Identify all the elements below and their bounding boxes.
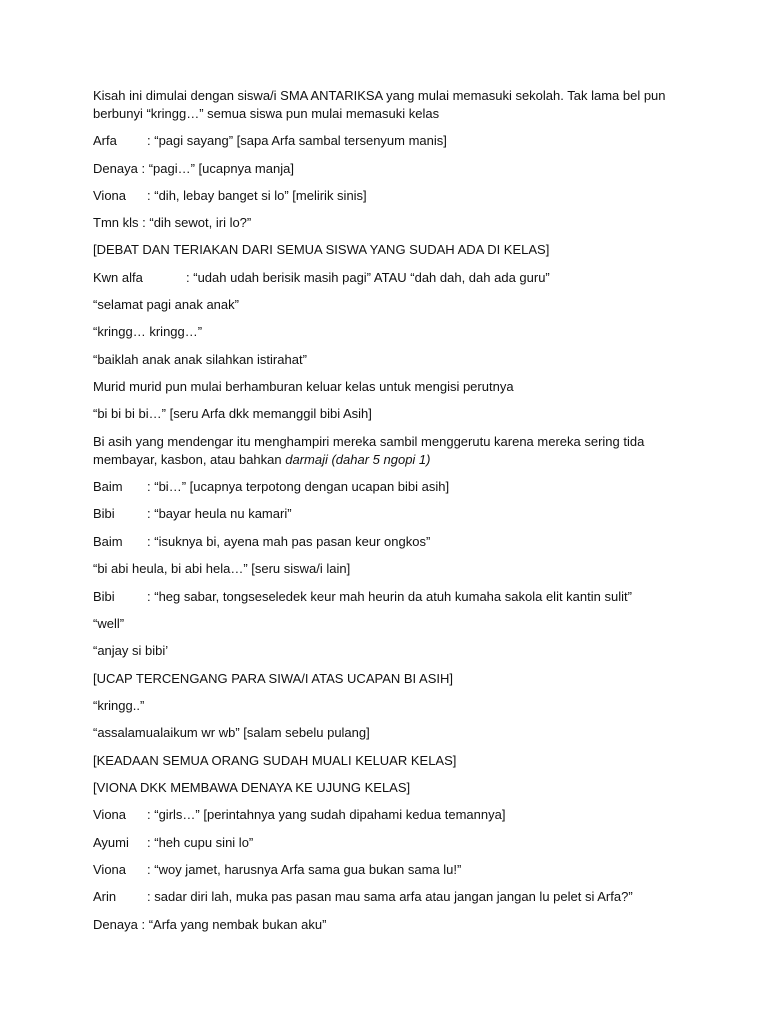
dialog-text: “heh cupu sini lo”	[154, 835, 254, 850]
dialog-line	[93, 888, 683, 906]
dialog-line	[93, 861, 683, 879]
speaker-name: Ayumi	[93, 835, 129, 850]
quote-line: “assalamualaikum wr wb” [salam sebelu pulang]	[93, 725, 370, 740]
speaker-separator: :	[147, 133, 151, 148]
narration-line: Murid murid pun mulai berhamburan keluar kelas untuk mengisi perutnya	[93, 379, 514, 394]
dialog-text: “pagi sayang” [sapa Arfa sambal tersenyum manis]	[154, 133, 447, 148]
dialog-text: “woy jamet, harusnya Arfa sama gua bukan sama lu!”	[154, 862, 462, 877]
speaker-separator: :	[147, 589, 151, 604]
dialog-text: “pagi…” [ucapnya manja]	[148, 161, 294, 176]
speaker-name: Viona	[93, 862, 127, 877]
speaker-name: Arfa	[93, 133, 117, 148]
speaker-separator: :	[147, 807, 151, 822]
speaker-name: Baim	[93, 534, 123, 549]
intro-line-2: berbunyi “kringg…” semua siswa pun mulai memasuki kelas	[93, 106, 440, 121]
narration-line: Bi asih yang mendengar itu menghampiri mereka sambil menggerutu karena mereka sering tida	[93, 434, 645, 449]
quote-line: “anjay si bibi’	[93, 643, 169, 658]
dialog-text: “bayar heula nu kamari”	[154, 506, 292, 521]
speaker-separator: :	[147, 835, 151, 850]
speaker-name: Viona	[93, 807, 127, 822]
quote-line: “bi abi heula, bi abi hela…” [seru siswa/i lain]	[93, 561, 351, 576]
intro-line-1: Kisah ini dimulai dengan siswa/i SMA ANTARIKSA yang mulai memasuki sekolah. Tak lama bel pun	[93, 88, 666, 103]
quote-line: “baiklah anak anak silahkan istirahat”	[93, 352, 307, 367]
speaker-separator: :	[141, 161, 146, 176]
dialog-line	[93, 132, 683, 150]
dialog-line	[93, 478, 683, 496]
narration-text: membayar, kasbon, atau bahkan	[93, 452, 286, 467]
speaker-name: Bibi	[93, 589, 115, 604]
dialog-text: “dih sewot, iri lo?”	[149, 215, 252, 230]
speaker-name: Baim	[93, 479, 123, 494]
dialog-line	[93, 187, 683, 205]
dialog-text: “dih, lebay banget si lo” [melirik sinis]	[154, 188, 367, 203]
dialog-text: sadar diri lah, muka pas pasan mau sama arfa atau jangan jangan lu pelet si Arfa?”	[154, 889, 633, 904]
speaker-separator: :	[147, 862, 151, 877]
dialog-line	[93, 160, 683, 178]
dialog-line	[93, 269, 683, 287]
dialog-line	[93, 505, 683, 523]
dialog-line	[93, 533, 683, 551]
quote-line: “selamat pagi anak anak”	[93, 297, 239, 312]
quote-line: “kringg… kringg…”	[93, 324, 203, 339]
quote-line: “well”	[93, 616, 125, 631]
dialog-text: “girls…” [perintahnya yang sudah dipahami kedua temannya]	[154, 807, 506, 822]
speaker-name: Viona	[93, 188, 127, 203]
narration-italic-text: darmaji (dahar 5 ngopi 1)	[285, 452, 431, 467]
speaker-separator: :	[147, 534, 151, 549]
speaker-separator: :	[147, 188, 151, 203]
speaker-name: Tmn kls	[93, 215, 139, 230]
dialog-text: “Arfa yang nembak bukan aku”	[148, 917, 327, 932]
stage-direction: [KEADAAN SEMUA ORANG SUDAH MUALI KELUAR KELAS]	[93, 753, 457, 768]
dialog-line	[93, 834, 683, 852]
narration-line	[93, 451, 683, 469]
speaker-name: Denaya	[93, 917, 138, 932]
dialog-text: “bi…” [ucapnya terpotong dengan ucapan bibi asih]	[154, 479, 450, 494]
speaker-separator: :	[147, 479, 151, 494]
dialog-text: “heg sabar, tongseseledek keur mah heurin da atuh kumaha sakola elit kantin sulit”	[154, 589, 632, 604]
stage-direction: [DEBAT DAN TERIAKAN DARI SEMUA SISWA YANG SUDAH ADA DI KELAS]	[93, 242, 550, 257]
speaker-name: Arin	[93, 889, 117, 904]
dialog-line	[93, 806, 683, 824]
dialog-text: “udah udah berisik masih pagi” ATAU “dah dah, dah ada guru”	[193, 270, 550, 285]
speaker-separator: :	[142, 215, 146, 230]
dialog-text: “isuknya bi, ayena mah pas pasan keur ongkos”	[154, 534, 431, 549]
stage-direction: [UCAP TERCENGANG PARA SIWA/I ATAS UCAPAN BI ASIH]	[93, 671, 453, 686]
speaker-separator: :	[147, 889, 151, 904]
stage-direction: [VIONA DKK MEMBAWA DENAYA KE UJUNG KELAS]	[93, 780, 411, 795]
speaker-separator: :	[141, 917, 146, 932]
speaker-separator: :	[147, 506, 151, 521]
speaker-name: Kwn alfa	[93, 270, 143, 285]
dialog-line	[93, 588, 683, 606]
dialog-line	[93, 916, 683, 934]
quote-line: “kringg..”	[93, 698, 145, 713]
speaker-name: Denaya	[93, 161, 138, 176]
dialog-line	[93, 214, 683, 232]
speaker-name: Bibi	[93, 506, 115, 521]
speaker-separator: :	[186, 270, 190, 285]
quote-line: “bi bi bi bi…” [seru Arfa dkk memanggil bibi Asih]	[93, 406, 372, 421]
